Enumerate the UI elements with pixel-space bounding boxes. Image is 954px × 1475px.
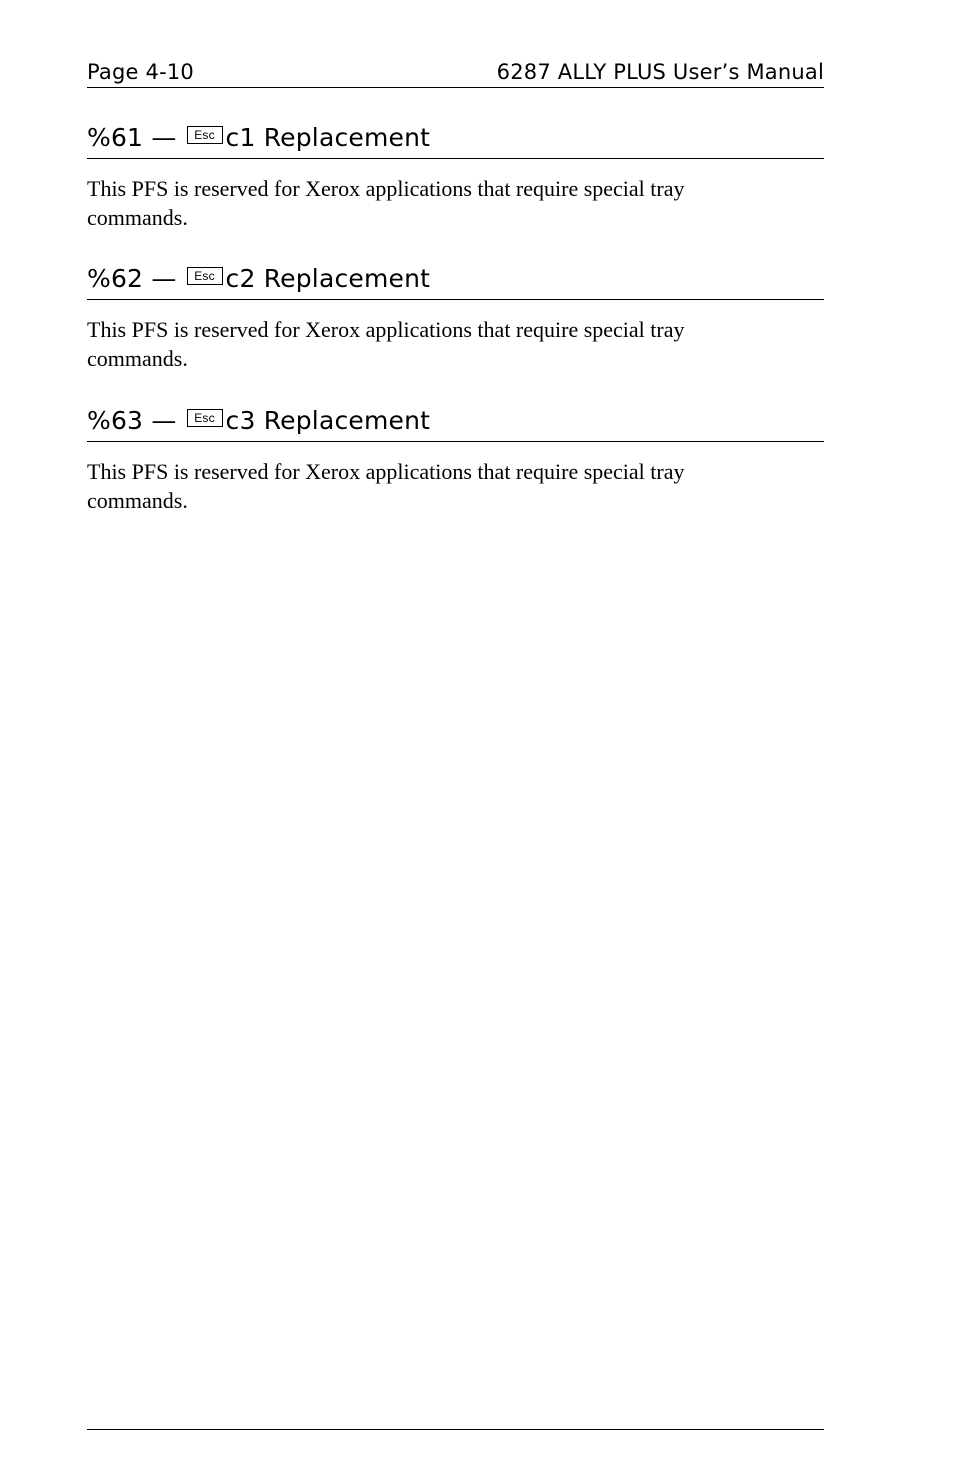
esc-key-icon: Esc: [187, 409, 223, 427]
section-body: This PFS is reserved for Xerox applications that require special tray commands.: [87, 459, 685, 513]
section-heading: [87, 122, 824, 159]
section-body: This PFS is reserved for Xerox applications that require special tray commands.: [87, 176, 685, 230]
section-title: c2 Replacement: [225, 264, 431, 293]
esc-key-icon: Esc: [187, 267, 223, 285]
pfs-code: %61 —: [87, 123, 177, 152]
manual-title: 6287 ALLY PLUS User’s Manual: [496, 60, 824, 84]
pfs-code: %62 —: [87, 264, 177, 293]
section-63: [87, 405, 824, 515]
section-62: [87, 263, 824, 373]
pfs-code: %63 —: [87, 406, 177, 435]
section-body: This PFS is reserved for Xerox applications that require special tray commands.: [87, 317, 685, 371]
section-heading: [87, 405, 824, 442]
footer-rule: [87, 1429, 824, 1430]
page-header: [87, 56, 824, 88]
section-title: c1 Replacement: [225, 123, 431, 152]
page-number: Page 4-10: [87, 60, 194, 84]
esc-key-icon: Esc: [187, 126, 223, 144]
section-heading: [87, 263, 824, 300]
section-61: [87, 122, 824, 232]
section-title: c3 Replacement: [225, 406, 431, 435]
